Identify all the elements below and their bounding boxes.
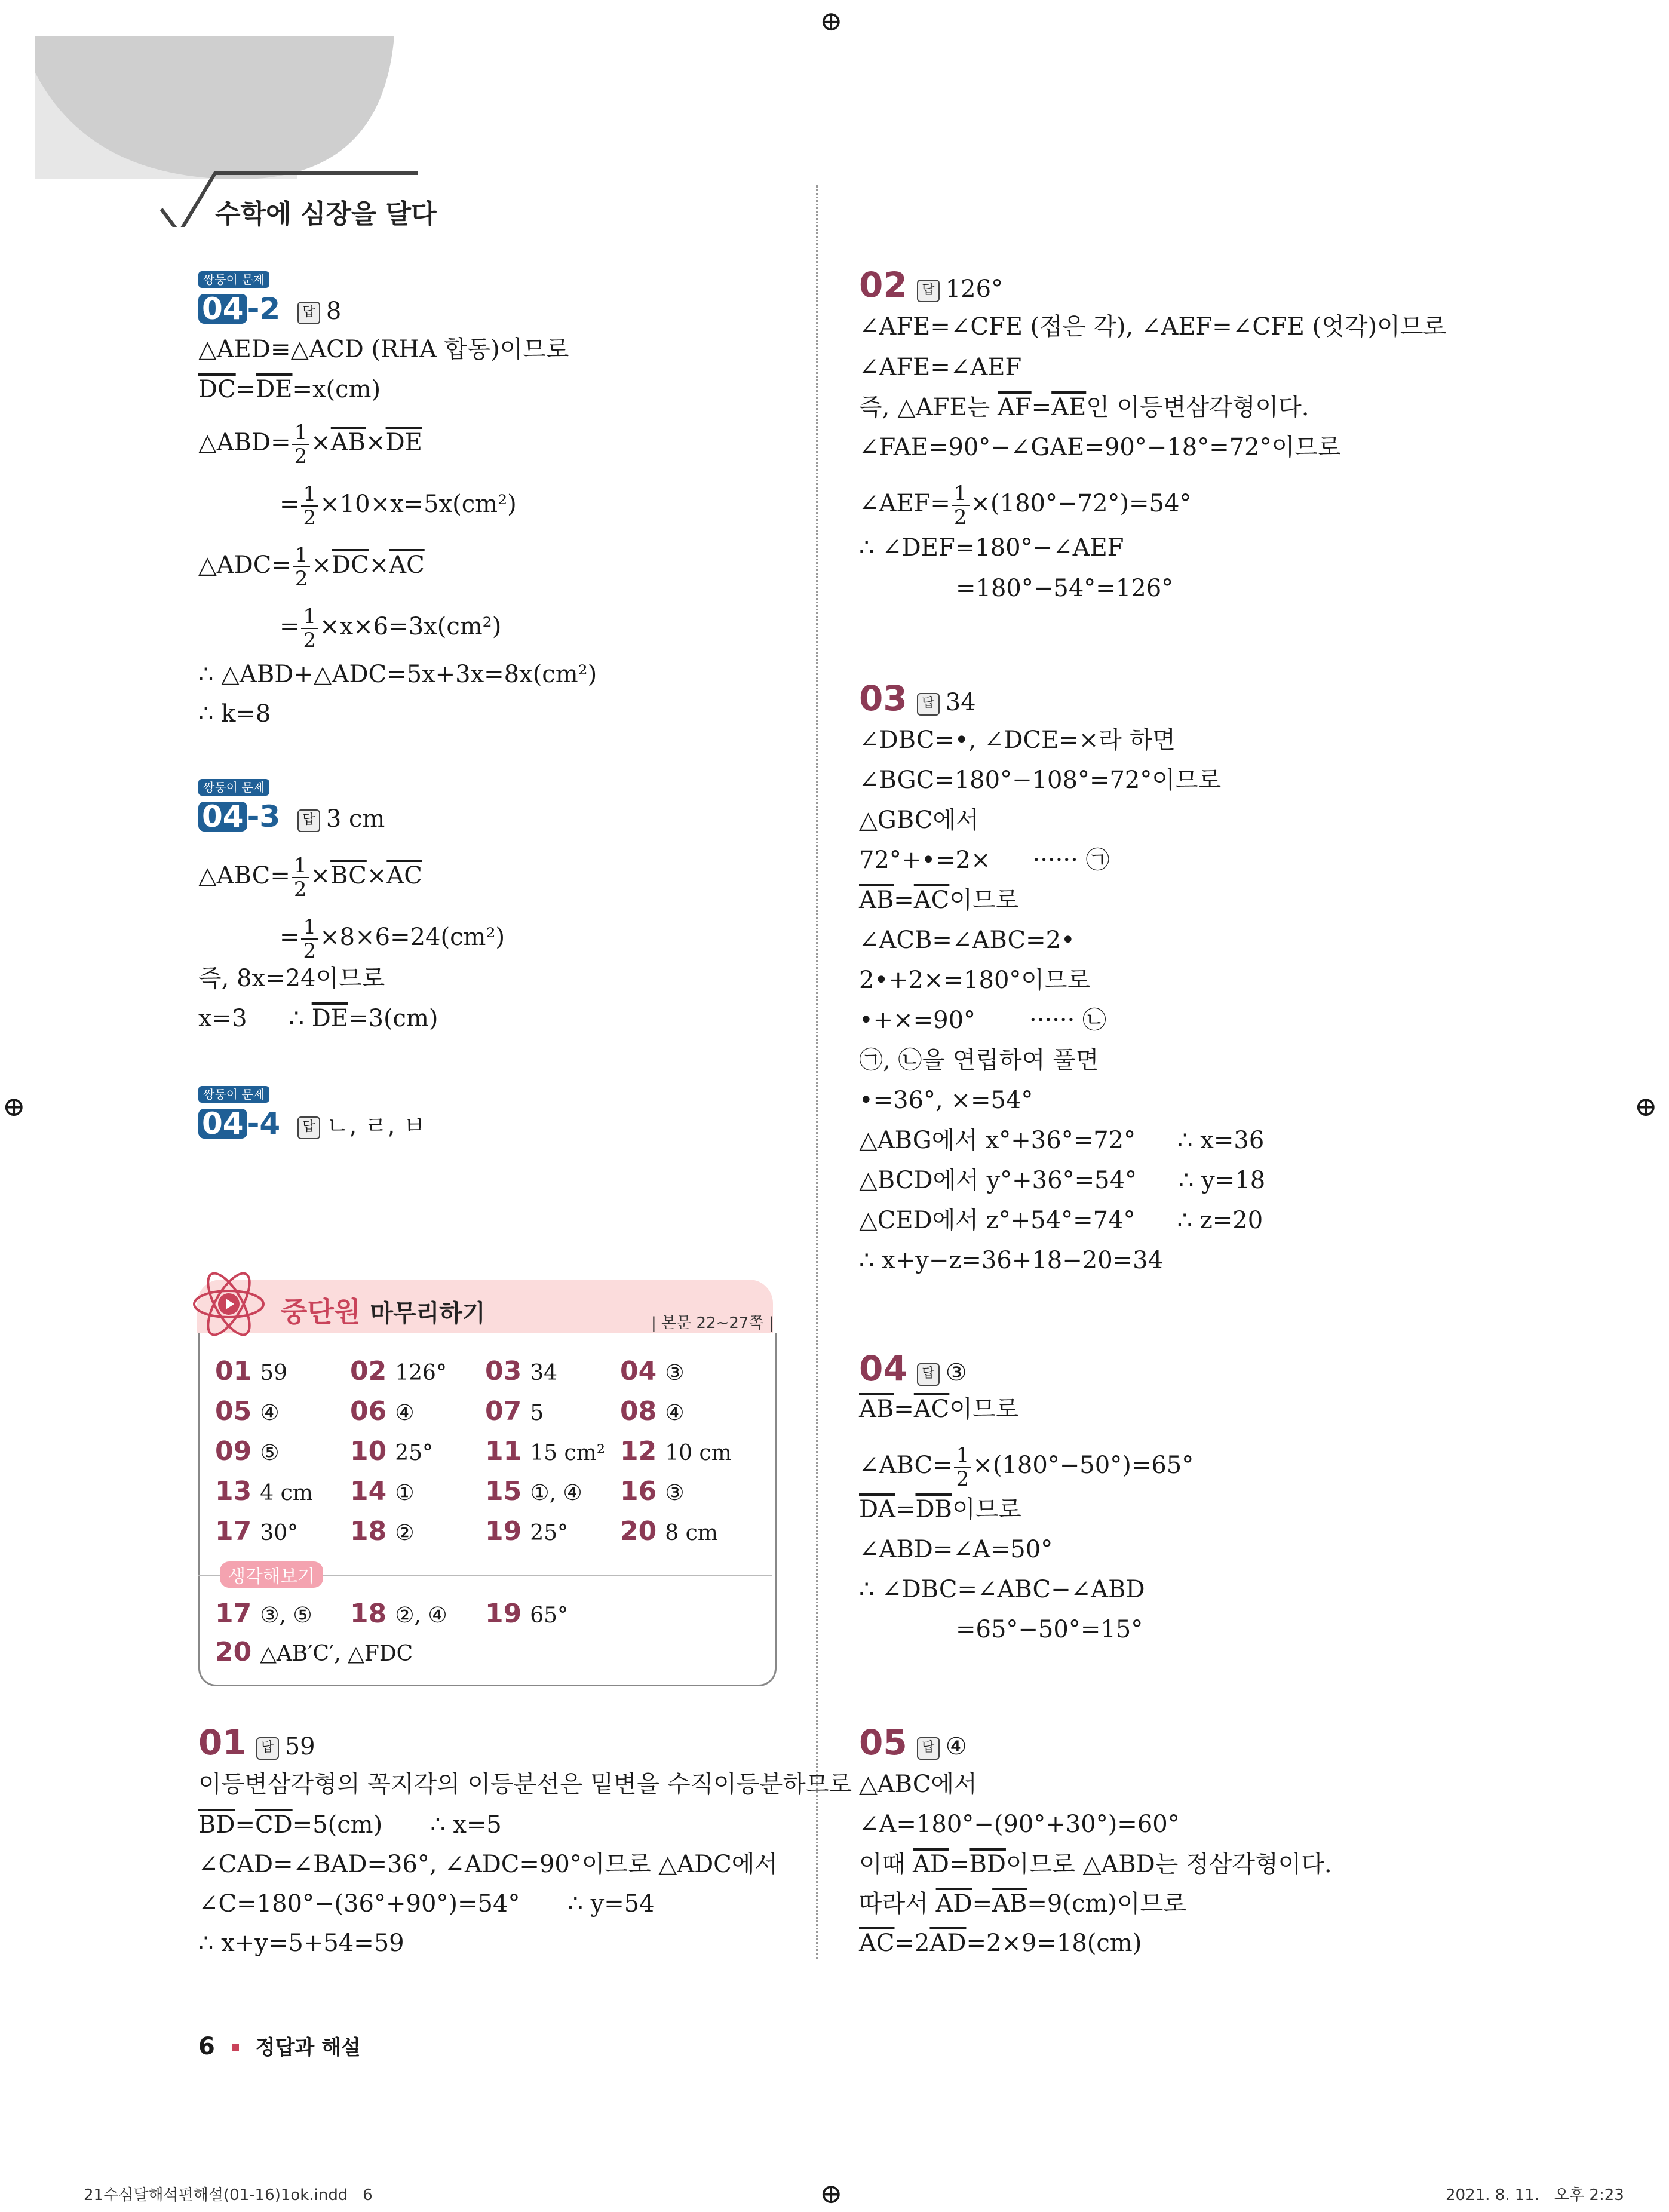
- solution-line: ∠BGC=180°−108°=72°이므로: [859, 766, 1222, 794]
- solution-line: ∠ABD=∠A=50°: [859, 1536, 1053, 1563]
- problem-number: 04: [198, 802, 247, 832]
- review-answer-item: 06 ④: [350, 1396, 415, 1426]
- think-answer-item: 19 65°: [485, 1599, 569, 1629]
- file-info: 21수심달해석편해설(01-16)1ok.indd 6: [84, 2186, 373, 2204]
- print-date: 2021. 8. 11. 오후 2:23: [1446, 2186, 1624, 2204]
- solution-line: △ABG에서 x°+36°=72° ∴ x=36: [859, 1127, 1265, 1154]
- review-answer-item: 11 15 cm²: [485, 1436, 606, 1467]
- solution-line: 따라서 $\overline{AD}=\overline{AB}=9(cm)$이므로: [859, 1890, 1186, 1918]
- solution-line: ∠DBC=•, ∠DCE=×라 하면: [859, 726, 1176, 754]
- solution-line: 즉, △AFE는 $\overline{AF}=\overline{AE}$인 이등변삼각형이다.: [859, 394, 1309, 421]
- review-answer-item: 16 ③: [620, 1476, 685, 1507]
- review-answer-item: 12 10 cm: [620, 1436, 732, 1467]
- solution-line: = $\frac{1}{2}$ ×8×6=24(cm²): [280, 915, 505, 963]
- problem-number: 01: [198, 1722, 247, 1763]
- problem-number: 03: [859, 678, 907, 719]
- solution-line: △ADC= $\frac{1}{2}$ $\times\overline{DC}\times\overline{AC}$: [198, 543, 425, 591]
- review-answer-item: 10 25°: [350, 1436, 434, 1467]
- think-answer-item: 18 ②, ④: [350, 1599, 447, 1629]
- solution-line: = $\frac{1}{2}$ ×10×x=5x(cm²): [280, 482, 517, 530]
- solution-line: 이때 $\overline{AD}=\overline{BD}$이므로 △ABD는 정삼각형이다.: [859, 1851, 1332, 1878]
- registration-mark-top: ⊕: [820, 5, 843, 37]
- review-title: 중단원: [281, 1296, 361, 1328]
- solution-line: 2•+2×=180°이므로: [859, 967, 1091, 994]
- problem-number: 04: [198, 294, 247, 324]
- solution-line: ∠AEF= $\frac{1}{2}$ ×(180°−72°)=54°: [859, 481, 1192, 529]
- think-label: 생각해보기: [220, 1561, 323, 1588]
- solution-line: 이등변삼각형의 꼭지각의 이등분선은 밑변을 수직이등분하므로: [198, 1771, 852, 1798]
- solution-line: ∠CAD=∠BAD=36°, ∠ADC=90°이므로 △ADC에서: [198, 1851, 778, 1878]
- answer-icon: 답: [297, 1116, 320, 1139]
- review-title-sub: 마무리하기: [370, 1300, 486, 1327]
- answer-value: 34: [945, 689, 976, 716]
- review-answer-item: 05 ④: [215, 1396, 280, 1426]
- solution-line: =65°−50°=15°: [956, 1616, 1143, 1643]
- registration-mark-bottom: ⊕: [820, 2177, 843, 2210]
- answer-icon: 답: [917, 280, 940, 302]
- twin-tag: 쌍둥이 문제: [198, 779, 269, 796]
- solution-line: x=3 ∴ $\overline{DE}=3(cm)$: [198, 1005, 438, 1032]
- solution-line: △AED≡△ACD (RHA 합동)이므로: [198, 336, 569, 363]
- solution-line: =180°−54°=126°: [956, 575, 1174, 602]
- review-answer-item: 03 34: [485, 1356, 558, 1386]
- page-bullet: [232, 2044, 239, 2051]
- solution-line: $\overline{AB}=\overline{AC}$이므로: [859, 886, 1019, 914]
- review-answer-item: 04 ③: [620, 1356, 685, 1386]
- solution-line: 즉, 8x=24이므로: [198, 965, 385, 992]
- review-answer-item: 01 59: [215, 1356, 288, 1386]
- solution-line: △ABC에서: [859, 1771, 977, 1798]
- review-answer-item: 13 4 cm: [215, 1476, 313, 1507]
- review-answer-item: 20 8 cm: [620, 1516, 718, 1547]
- solution-line: △ABD= $\frac{1}{2}$ $\times\overline{AB}\times\overline{DE}$: [198, 421, 422, 468]
- solution-line: ∠FAE=90°−∠GAE=90°−18°=72°이므로: [859, 434, 1341, 461]
- solution-line: $\overline{AC}=2\overline{AD}=2\times 9=18(cm)$: [859, 1929, 1142, 1957]
- think-answer-item: 20 △AB′C′, △FDC: [215, 1637, 413, 1667]
- solution-line: ∴ ∠DBC=∠ABC−∠ABD: [859, 1576, 1145, 1603]
- answer-value: ④: [945, 1733, 967, 1760]
- solution-line: 72°+•=2× ······ ㉠: [859, 846, 1110, 874]
- answer-value: 59: [284, 1733, 315, 1760]
- review-answer-item: 09 ⑤: [215, 1436, 280, 1467]
- answer-value: ㄴ, ㄹ, ㅂ: [326, 1112, 426, 1140]
- answer-value: ③: [945, 1359, 967, 1386]
- solution-line: ∠AFE=∠AEF: [859, 354, 1022, 381]
- solution-line: ∠C=180°−(36°+90°)=54° ∴ y=54: [198, 1890, 655, 1918]
- review-answer-item: 18 ②: [350, 1516, 415, 1547]
- answer-value: 126°: [945, 275, 1004, 303]
- brand-title: 수학에 심장을 달다: [215, 199, 437, 229]
- answer-icon: 답: [256, 1737, 279, 1760]
- solution-line: △CED에서 z°+54°=74° ∴ z=20: [859, 1207, 1263, 1234]
- review-answer-item: 19 25°: [485, 1516, 569, 1547]
- solution-line: ∠ACB=∠ABC=2•: [859, 926, 1075, 954]
- answer-icon: 답: [297, 809, 320, 832]
- problem-number: 04: [859, 1348, 907, 1389]
- solution-line: △GBC에서: [859, 806, 979, 834]
- registration-mark-right: ⊕: [1634, 1090, 1658, 1122]
- solution-line: •=36°, ×=54°: [859, 1087, 1033, 1114]
- answer-value: 8: [326, 297, 342, 325]
- twin-tag: 쌍둥이 문제: [198, 1086, 269, 1103]
- answer-icon: 답: [917, 1737, 940, 1760]
- solution-line: △ABC= $\frac{1}{2}$ $\times\overline{BC}\times\overline{AC}$: [198, 854, 422, 901]
- problem-number: 05: [859, 1722, 907, 1763]
- review-answer-item: 17 30°: [215, 1516, 299, 1547]
- solution-line: ∴ x+y−z=36+18−20=34: [859, 1247, 1164, 1274]
- answer-icon: 답: [917, 693, 940, 716]
- section-title: 정답과 해설: [255, 2036, 361, 2060]
- solution-line: ∴ △ABD+△ADC=5x+3x=8x(cm²): [198, 661, 597, 688]
- solution-line: △BCD에서 y°+36°=54° ∴ y=18: [859, 1167, 1266, 1194]
- registration-mark-left: ⊕: [2, 1090, 26, 1122]
- answer-icon: 답: [917, 1363, 940, 1386]
- answer-icon: 답: [297, 302, 320, 324]
- review-answer-item: 15 ①, ④: [485, 1476, 582, 1507]
- solution-line: ㉠, ㉡을 연립하여 풀면: [859, 1047, 1099, 1074]
- solution-line: •+×=90° ······ ㉡: [859, 1007, 1107, 1034]
- review-answer-item: 02 126°: [350, 1356, 447, 1386]
- solution-line: $\overline{DA}=\overline{DB}$이므로: [859, 1496, 1021, 1523]
- twin-tag: 쌍둥이 문제: [198, 271, 269, 288]
- page-reference: | 본문 22~27쪽 |: [651, 1314, 774, 1332]
- page-number: 6: [198, 2033, 215, 2060]
- answer-value: 3 cm: [326, 805, 385, 833]
- column-divider: [816, 185, 818, 1959]
- solution-line: ∠AFE=∠CFE (접은 각), ∠AEF=∠CFE (엇각)이므로: [859, 313, 1447, 340]
- review-answer-item: 14 ①: [350, 1476, 415, 1507]
- solution-line: $\overline{AB}=\overline{AC}$이므로: [859, 1395, 1019, 1423]
- review-answer-item: 07 5: [485, 1396, 544, 1426]
- solution-line: ∠A=180°−(90°+30°)=60°: [859, 1811, 1180, 1838]
- think-answer-item: 17 ③, ⑤: [215, 1599, 312, 1629]
- solution-line: $\overline{DC}=\overline{DE}=x(cm)$: [198, 376, 381, 403]
- solution-line: = $\frac{1}{2}$ ×x×6=3x(cm²): [280, 605, 502, 652]
- problem-number: 04: [198, 1109, 247, 1139]
- solution-line: ∴ x+y=5+54=59: [198, 1929, 404, 1957]
- solution-line: ∴ ∠DEF=180°−∠AEF: [859, 534, 1124, 562]
- review-answer-item: 08 ④: [620, 1396, 685, 1426]
- solution-line: ∠ABC= $\frac{1}{2}$ ×(180°−50°)=65°: [859, 1443, 1194, 1491]
- solution-line: $\overline{BD}=\overline{CD}=5(cm)$ ∴ x=5: [198, 1811, 502, 1839]
- solution-line: ∴ k=8: [198, 700, 271, 728]
- problem-number: 02: [859, 265, 907, 305]
